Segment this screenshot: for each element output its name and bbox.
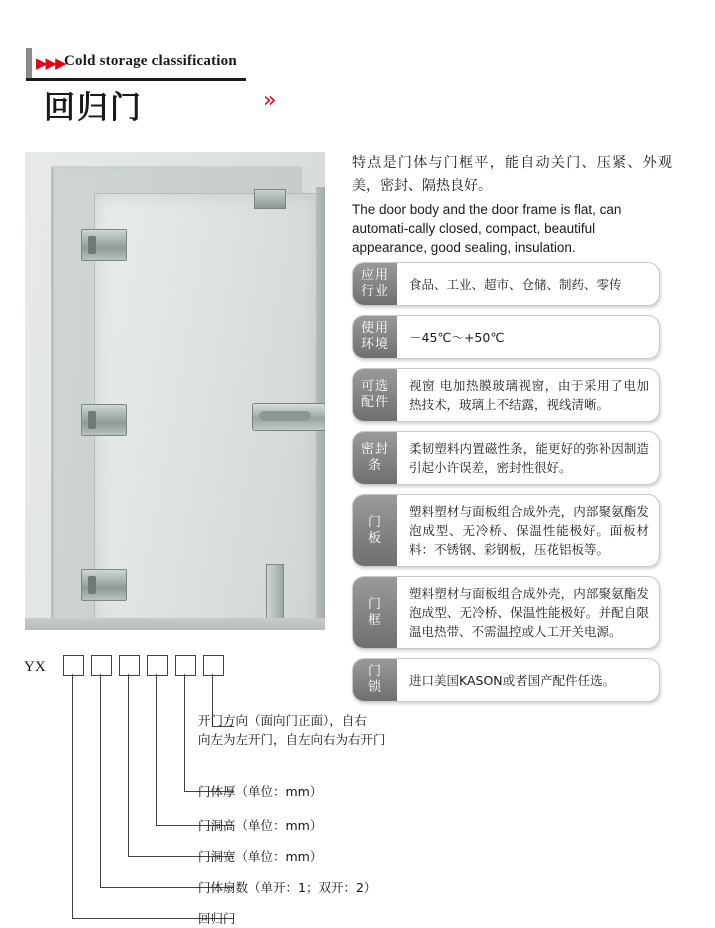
spec-key-line-1: 门: [367, 514, 382, 530]
code-box-5: [175, 655, 196, 676]
spec-key-line-1: 应用: [360, 268, 389, 283]
product-photo: [25, 152, 325, 630]
spec-key-line-2: 配件: [360, 395, 389, 410]
spec-row-environment: [352, 315, 660, 359]
code-box-6: [203, 655, 224, 676]
handle-bar: [259, 411, 311, 421]
spec-row-options: [352, 368, 660, 422]
header-rule: [26, 48, 32, 78]
spec-value-frame: 塑料塑材与面板组合成外壳，内部聚氨酯发泡成型、无冷桥、保温性能极好。并配自限温电热带、不需温控或人工开关电源。: [409, 586, 649, 639]
door-hinge-middle: [81, 404, 127, 436]
spec-key-options: [353, 369, 397, 421]
door-hinge-top: [81, 229, 127, 261]
page-title: 回归门: [44, 90, 143, 126]
door-latch-top: [254, 189, 286, 209]
code-box-2: [91, 655, 112, 676]
spec-key-environment: [353, 316, 397, 358]
spec-key-line-2: 条: [367, 458, 382, 473]
intro-english: The door body and the door frame is flat, can automati-cally closed, compact, beautiful appearance, good sealing, insulation.: [352, 202, 622, 255]
spec-key-line-2: 框: [367, 612, 382, 628]
spec-key-panel: [353, 495, 397, 566]
page-header: [0, 0, 715, 130]
leader-line-3-v: [128, 674, 129, 856]
double-chevron-icon: »: [263, 88, 273, 113]
spec-key-line-2: 行业: [360, 284, 389, 299]
spec-key-frame: [353, 577, 397, 648]
spec-key-line-1: 门: [367, 596, 382, 612]
door-handle: [252, 403, 325, 431]
leader-label-leaf-count: 门体扇数（单开：1；双开：2）: [198, 880, 377, 895]
leader-label-thickness: 门体厚（单位：mm）: [198, 784, 323, 799]
hinge-pin: [88, 236, 96, 254]
spec-key-industry: [353, 263, 397, 305]
spec-row-frame: [352, 576, 660, 649]
leader-label-door-type: 回归门: [198, 911, 236, 926]
model-code-prefix: YX: [24, 659, 46, 675]
leader-line-1-v: [72, 674, 73, 918]
header-underline: [26, 78, 246, 81]
spec-row-seal: [352, 431, 660, 485]
spec-value-panel: 塑料塑材与面板组合成外壳，内部聚氨酯发泡成型、无冷桥、保温性能极好。面板材料：不锈钢、彩钢板，压花铝板等。: [409, 504, 649, 557]
spec-key-line-2: 板: [367, 530, 382, 546]
spec-key-line-2: 锁: [367, 680, 382, 695]
leader-line-4-v: [156, 674, 157, 825]
spec-table: [352, 262, 660, 711]
spec-key-line-1: 门: [367, 664, 382, 679]
spec-key-line-2: 环境: [360, 337, 389, 352]
leader-label-width: 门洞宽（单位：mm）: [198, 849, 323, 864]
spec-key-line-1: 可选: [360, 379, 389, 394]
leader-line-5-v: [184, 674, 185, 791]
spec-value-lock: 进口美国KASON或者国产配件任选。: [409, 672, 616, 688]
header-english-title: Cold storage classification: [64, 53, 237, 69]
leader-label-direction: 开门方向（面向门正面），自右 向左为左开门，自左向右为右开门: [198, 713, 386, 747]
code-box-3: [119, 655, 140, 676]
hinge-pin: [88, 411, 96, 429]
intro-block: [352, 152, 672, 257]
spec-key-seal: [353, 432, 397, 484]
triple-arrow-icon: ▶▶▶: [36, 54, 65, 72]
leader-line-2-v: [100, 674, 101, 887]
intro-chinese: 特点是门体与门框平，能自动关门、压紧、外观美，密封、隔热良好。: [352, 155, 672, 194]
spec-row-industry: [352, 262, 660, 306]
spec-value-industry: 食品、工业、超市、仓储、制药、零传: [409, 276, 622, 292]
spec-row-panel: [352, 494, 660, 567]
code-box-4: [147, 655, 168, 676]
spec-value-options: 视窗 电加热膜玻璃视窗，由于采用了电加热技术，玻璃上不结露，视线清晰。: [409, 378, 649, 412]
code-box-1: [63, 655, 84, 676]
door-hinge-bottom: [81, 569, 127, 601]
spec-value-seal: 柔韧塑料内置磁性条，能更好的弥补因制造引起小许误差，密封性很好。: [409, 441, 649, 475]
door-frame: [51, 166, 302, 627]
spec-key-line-1: 密封: [360, 442, 389, 457]
photo-floor: [25, 618, 325, 630]
model-code-diagram: [18, 645, 498, 926]
leader-label-height: 门洞高（单位：mm）: [198, 818, 323, 833]
hinge-pin: [88, 576, 96, 594]
spec-key-line-1: 使用: [360, 321, 389, 336]
spec-value-environment: －45℃～+50℃: [409, 329, 505, 345]
